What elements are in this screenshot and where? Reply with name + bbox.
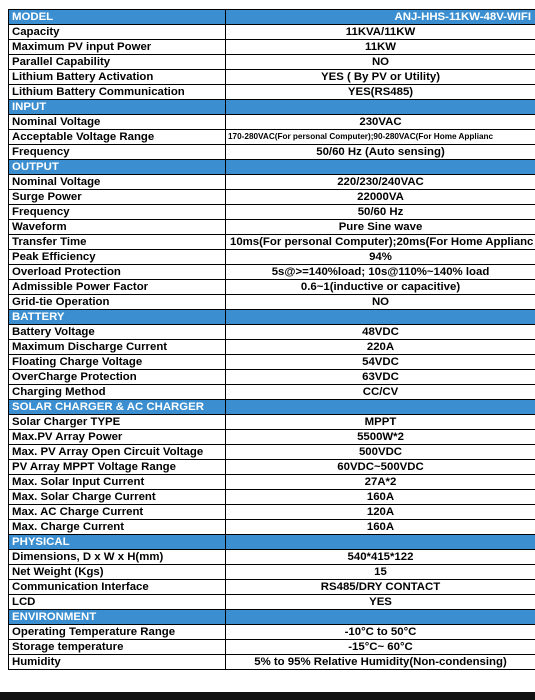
spec-label: Humidity (9, 655, 226, 670)
spec-row (9, 475, 535, 490)
spec-row (9, 130, 535, 145)
section-header-value (226, 400, 535, 415)
spec-row (9, 190, 535, 205)
spec-value: YES ( By PV or Utility) (226, 70, 535, 85)
specification-table-body (9, 10, 535, 670)
spec-label: Frequency (9, 205, 226, 220)
section-header-value (226, 535, 535, 550)
spec-row (9, 355, 535, 370)
spec-label: Frequency (9, 145, 226, 160)
spec-value: 5500W*2 (226, 430, 535, 445)
spec-label: Max. Charge Current (9, 520, 226, 535)
spec-row (9, 235, 535, 250)
spec-row (9, 640, 535, 655)
spec-label: Max. Solar Input Current (9, 475, 226, 490)
section-header-label: INPUT (9, 100, 226, 115)
spec-label: Storage temperature (9, 640, 226, 655)
spec-value: 94% (226, 250, 535, 265)
section-header-row (9, 400, 535, 415)
spec-row (9, 430, 535, 445)
spec-value: YES (226, 595, 535, 610)
spec-value: 500VDC (226, 445, 535, 460)
spec-value: 0.6~1(inductive or capacitive) (226, 280, 535, 295)
spec-label: Max. AC Charge Current (9, 505, 226, 520)
spec-row (9, 415, 535, 430)
spec-label: Surge Power (9, 190, 226, 205)
section-header-value: ANJ-HHS-11KW-48V-WIFI (226, 10, 535, 25)
spec-value: 48VDC (226, 325, 535, 340)
section-header-row (9, 100, 535, 115)
spec-label: Net Weight (Kgs) (9, 565, 226, 580)
spec-label: Maximum PV input Power (9, 40, 226, 55)
spec-row (9, 145, 535, 160)
spec-value: -15°C~ 60°C (226, 640, 535, 655)
spec-value: Pure Sine wave (226, 220, 535, 235)
spec-label: Admissible Power Factor (9, 280, 226, 295)
spec-row (9, 55, 535, 70)
spec-value: MPPT (226, 415, 535, 430)
section-header-value (226, 100, 535, 115)
spec-row (9, 85, 535, 100)
spec-row (9, 550, 535, 565)
spec-label: PV Array MPPT Voltage Range (9, 460, 226, 475)
spec-row (9, 40, 535, 55)
section-header-row (9, 10, 535, 25)
spec-label: Max. Solar Charge Current (9, 490, 226, 505)
spec-row (9, 385, 535, 400)
spec-label: LCD (9, 595, 226, 610)
spec-label: Charging Method (9, 385, 226, 400)
spec-row (9, 325, 535, 340)
spec-label: Lithium Battery Activation (9, 70, 226, 85)
spec-label: Floating Charge Voltage (9, 355, 226, 370)
section-header-value (226, 310, 535, 325)
spec-value: 5% to 95% Relative Humidity(Non-condensing) (226, 655, 535, 670)
spec-value: 50/60 Hz (226, 205, 535, 220)
section-header-row (9, 535, 535, 550)
section-header-value (226, 610, 535, 625)
spec-value: 11KVA/11KW (226, 25, 535, 40)
spec-value: 220/230/240VAC (226, 175, 535, 190)
spec-value: CC/CV (226, 385, 535, 400)
spec-row (9, 115, 535, 130)
spec-label: Waveform (9, 220, 226, 235)
specification-table (8, 9, 535, 670)
spec-value: 5s@>=140%load; 10s@110%~140% load (226, 265, 535, 280)
spec-label: Max.PV Array Power (9, 430, 226, 445)
spec-row (9, 340, 535, 355)
spec-label: Max. PV Array Open Circuit Voltage (9, 445, 226, 460)
spec-value: 160A (226, 490, 535, 505)
bottom-bar (0, 692, 535, 700)
spec-value: RS485/DRY CONTACT (226, 580, 535, 595)
spec-row (9, 595, 535, 610)
spec-label: Nominal Voltage (9, 175, 226, 190)
spec-value: 22000VA (226, 190, 535, 205)
spec-label: Capacity (9, 25, 226, 40)
spec-value: 10ms(For personal Computer);20ms(For Home Applianc (226, 235, 535, 250)
spec-row (9, 505, 535, 520)
spec-row (9, 280, 535, 295)
spec-row (9, 265, 535, 280)
spec-value: NO (226, 295, 535, 310)
spec-row (9, 205, 535, 220)
section-header-label: PHYSICAL (9, 535, 226, 550)
spec-label: Lithium Battery Communication (9, 85, 226, 100)
spec-label: Parallel Capability (9, 55, 226, 70)
section-header-row (9, 610, 535, 625)
spec-row (9, 250, 535, 265)
spec-row (9, 25, 535, 40)
spec-value: NO (226, 55, 535, 70)
spec-value: 15 (226, 565, 535, 580)
spec-label: Communication Interface (9, 580, 226, 595)
section-header-row (9, 160, 535, 175)
spec-label: Grid-tie Operation (9, 295, 226, 310)
spec-row (9, 175, 535, 190)
spec-row (9, 625, 535, 640)
section-header-row (9, 310, 535, 325)
spec-label: Acceptable Voltage Range (9, 130, 226, 145)
spec-row (9, 565, 535, 580)
section-header-label: BATTERY (9, 310, 226, 325)
spec-value: YES(RS485) (226, 85, 535, 100)
section-header-label: ENVIRONMENT (9, 610, 226, 625)
section-header-label: MODEL (9, 10, 226, 25)
spec-value: 54VDC (226, 355, 535, 370)
spec-row (9, 445, 535, 460)
spec-label: Peak Efficiency (9, 250, 226, 265)
section-header-label: OUTPUT (9, 160, 226, 175)
spec-label: Dimensions, D x W x H(mm) (9, 550, 226, 565)
spec-value: 120A (226, 505, 535, 520)
spec-value: 230VAC (226, 115, 535, 130)
spec-row (9, 580, 535, 595)
spec-row (9, 295, 535, 310)
spec-row (9, 460, 535, 475)
spec-label: Battery Voltage (9, 325, 226, 340)
spec-row (9, 655, 535, 670)
spec-label: Maximum Discharge Current (9, 340, 226, 355)
spec-value: 170-280VAC(For personal Computer);90-280VAC(For Home Applianc (226, 130, 535, 145)
spec-row (9, 370, 535, 385)
spec-value: -10°C to 50°C (226, 625, 535, 640)
section-header-value (226, 160, 535, 175)
spec-label: Operating Temperature Range (9, 625, 226, 640)
section-header-label: SOLAR CHARGER & AC CHARGER (9, 400, 226, 415)
spec-value: 60VDC~500VDC (226, 460, 535, 475)
spec-label: Nominal Voltage (9, 115, 226, 130)
spec-label: OverCharge Protection (9, 370, 226, 385)
spec-value: 50/60 Hz (Auto sensing) (226, 145, 535, 160)
spec-label: Overload Protection (9, 265, 226, 280)
spec-label: Transfer Time (9, 235, 226, 250)
spec-value: 540*415*122 (226, 550, 535, 565)
spec-row (9, 70, 535, 85)
spec-row (9, 490, 535, 505)
spec-row (9, 220, 535, 235)
spec-value: 11KW (226, 40, 535, 55)
spec-value: 220A (226, 340, 535, 355)
spec-value: 27A*2 (226, 475, 535, 490)
spec-row (9, 520, 535, 535)
spec-label: Solar Charger TYPE (9, 415, 226, 430)
spec-value: 160A (226, 520, 535, 535)
spec-value: 63VDC (226, 370, 535, 385)
